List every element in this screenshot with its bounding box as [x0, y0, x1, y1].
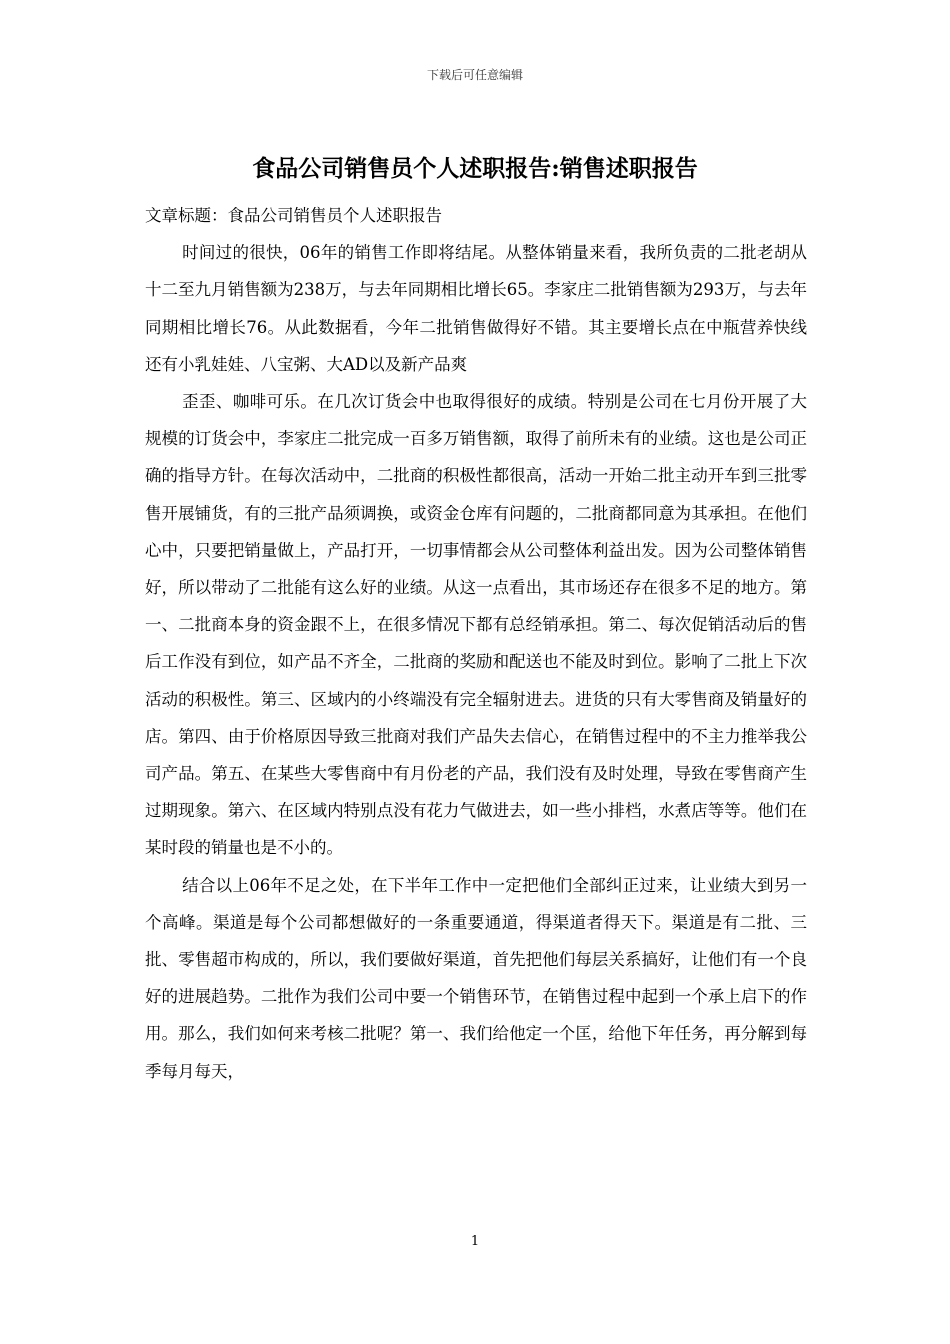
document-title: 食品公司销售员个人述职报告:销售述职报告 — [252, 155, 698, 182]
paragraph: 时间过的很快，06年的销售工作即将结尾。从整体销量来看，我所负责的二批老胡从十二至九月销售额为238万，与去年同期相比增长65。李家庄二批销售额为293万，与去年同期相比增长76。从此数据看，今年二批销售做得好不错。其主要增长点在中瓶营养快线还有小乳娃娃、八宝粥、大AD以及新产品爽 — [145, 243, 807, 374]
paragraph: 结合以上06年不足之处，在下半年工作中一定把他们全部纠正过来，让业绩大到另一个高峰。渠道是每个公司都想做好的一条重要通道，得渠道者得天下。渠道是有二批、三批、零售超市构成的，所以，我们要做好渠道，首先把他们每层关系搞好，让他们有一个良好的进展趋势。二批作为我们公司中要一个销售环节，在销售过程中起到一个承上启下的作用。那么，我们如何来考核二批呢？第一、我们给他定一个匡，给他下年任务，再分解到每季每月每天， — [145, 875, 807, 1081]
article-title-line: 文章标题：食品公司销售员个人述职报告 — [145, 206, 442, 225]
header-note: 下载后可任意编辑 — [426, 68, 523, 82]
paragraph: 歪歪、咖啡可乐。在几次订货会中也取得很好的成绩。特别是公司在七月份开展了大规模的订货会中，李家庄二批完成一百多万销售额，取得了前所未有的业绩。这也是公司正确的指导方针。在每次活动中，二批商的积极性都很高，活动一开始二批主动开车到三批零售开展铺货，有的三批产品须调换，或资金仓库有问题的，二批商都同意为其承担。在他们心中，只要把销量做上，产品打开，一切事情都会从公司整体利益出发。因为公司整体销售好，所以带动了二批能有这么好的业绩。从这一点看出，其市场还存在很多不足的地方。第一、二批商本身的资金跟不上，在很多情况下都有总经销承担。第二、每次促销活动后的售后工作没有到位，如产品不齐全，二批商的奖励和配送也不能及时到位。影响了二批上下次活动的积极性。第三、区域内的小终端没有完全辐射进去。进货的只有大零售商及销量好的店。第四、由于价格原因导致三批商对我们产品失去信心，在销售过程中的不主力推举我公司产品。第五、在某些大零售商中有月份老的产品，我们没有及时处理，导致在零售商产生过期现象。第六、在区域内特别点没有花力气做进去，如一些小排档，水煮店等等。他们在某时段的销量也是不小的。 — [145, 392, 807, 858]
page-number: 1 — [470, 1234, 480, 1249]
document-body — [145, 197, 807, 1090]
